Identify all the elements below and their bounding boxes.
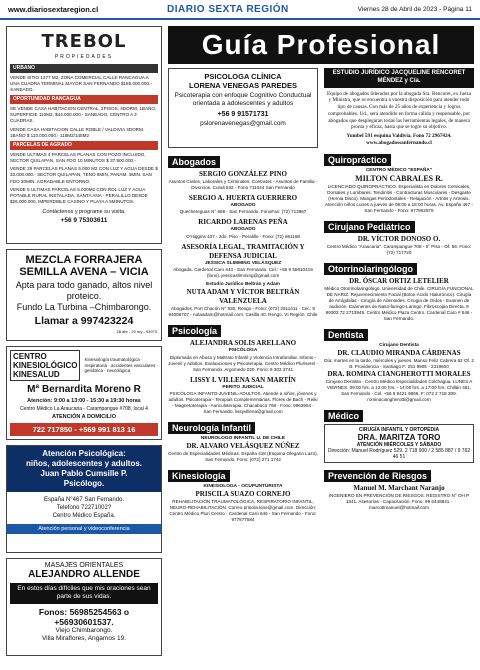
entry-name: DR. CLAUDIO MIRANDA CÁRDENAS xyxy=(337,349,461,358)
entry-name: RICARDO LARENAS PEÑA xyxy=(198,218,288,227)
kinesalud-spec: Kinesiología traumatológica · respiratoria · accidentes vasculares · geriátrica · neurológica xyxy=(84,357,158,374)
kinesalud-name: Mª Bernardita Moreno R xyxy=(27,384,141,395)
section-dentista: Dentista xyxy=(324,329,368,341)
kinesalud-logo: CENTRO KINESIOLÓGICO KINESALUD xyxy=(10,350,80,381)
medico-ad xyxy=(324,424,474,463)
entry-text: Abogada. Cardenal Caro 444 - San Fernando. Cel.: +56 9 55610419 (fono). jessicaslimming@gmail.com xyxy=(173,267,313,279)
section-cirujano-pediatrico: Cirujano Pediátrico xyxy=(324,221,415,233)
entry-text: Cirujano Dentista - Centro Médico Especialidades Colchagua. LUNES A VIERNES. 09:00 hrs. a 13:00 hrs. - 14:00 hrs. a 17:00 hrs. Chillán 461, San Fernando - Cel. +56 9 9421 9866. F: 072 2 718 309. rominaciangherotti@gmail.com xyxy=(325,379,473,403)
medico-specialty: CIRUGÍA INFANTIL Y ORTOPEDIA xyxy=(358,427,440,434)
psiclin-desc: Psicoterapia con enfoque Cognitivo Conductual orientada a adolescentes y adultos xyxy=(174,92,312,108)
site-url[interactable]: www.diariosextaregion.cl xyxy=(8,4,99,14)
entry-sub: PERITO JUDICIAL xyxy=(222,384,264,390)
entry-name: MILTON CABRALES R. xyxy=(355,173,443,183)
page-header xyxy=(0,0,480,20)
section-psicologia: Psicología xyxy=(168,325,221,337)
trebol-listing: VENDE 29 PARCELAS PLANAS 5.000 M2 CON LUZ Y AGUA DESDE $ 33.000.000.- SECTOR QUILAPAN, TENO 8MIN, PANAM. 3MIN. SAN FDO 20MIN. AGRADABLE ENTORNO. xyxy=(10,166,158,184)
masajes-ad xyxy=(6,558,162,656)
entry-name: DR. VÍCTOR DONOSO O. xyxy=(357,235,441,244)
masajes-title: MASAJES ORIENTALES xyxy=(44,562,124,569)
trebol-listing: VENDE SITIO 1377 M2, ZONA COMERCIAL CALLE RANCAGUA A UNA CUADRA TERMINAL MAYOR SAN FERNANDO $185.000.000.- SANEADO. xyxy=(10,74,152,93)
entry-name: DRA. ROMINA CIANGHEROTTI MORALES xyxy=(327,370,471,379)
entry-text: INGENIERO EN PREVENCIÓN DE RIESGOS. REGISTRO N° OH P 1341. Asesorías - Capacitación. Fono: 99 6448841 · marcottmanuel@hotmail.com xyxy=(328,493,470,511)
psicologica-footer: Atención personal y videoconferencia xyxy=(7,524,161,534)
entry-name: LISSY I. VILLENA SAN MARTÍN xyxy=(190,375,296,384)
list-item xyxy=(168,170,318,191)
psicologica-name: Juan Pablo Cumsille P. xyxy=(40,469,128,478)
band-parcelas: PARCELAS DE AGRADO xyxy=(10,141,158,150)
masajes-address: Villa Miraflores, Angamos 19. xyxy=(41,635,127,643)
entry-text: Abogados. Port Chacón N° 930, Rengo - Fono: (072) 2511411 - Cel.: 9 94006707 - nutaadam@hotmail.com. Casilla 40. Rengo. VI Región. Chile xyxy=(168,306,318,318)
page-date: Viernes 28 de Abril de 2023 - Página 11 xyxy=(357,5,472,13)
kinesalud-ad xyxy=(6,346,162,440)
list-item xyxy=(168,436,318,463)
psiclin-phone[interactable]: +56 9 91571731 xyxy=(217,110,269,118)
trebol-phone[interactable]: +56 9 75303611 xyxy=(60,216,108,224)
entry-sub: ABOGADO xyxy=(230,227,256,233)
trebol-logo: TREBOL xyxy=(41,31,127,52)
entry-text: Quechereguas N° 688 - San Fernando. FonoFax: (72) 713967 xyxy=(179,209,307,215)
entry-sub: NEUROLOGO INFANTIL U. DE CHILE xyxy=(200,435,286,441)
list-item xyxy=(324,277,474,322)
medico-days: ATENCIÓN MIÉRCOLES Y SÁBADO xyxy=(356,442,442,449)
kinesalud-header xyxy=(10,350,158,381)
trebol-contact: Contáctenos y programe su visita. xyxy=(42,209,126,216)
trebol-logo-sub: PROPIEDADES xyxy=(54,54,114,61)
masajes-phones[interactable]: Fonos: 56985254563 o +56930601537. xyxy=(38,606,130,627)
psicologica-header xyxy=(7,446,161,492)
entry-name: Manuel M. Marchant Naranjo xyxy=(353,484,445,493)
kinesalud-home: ATENCIÓN A DOMICILIO xyxy=(52,414,116,420)
kinesalud-phones[interactable]: 722 717850 - +569 991 813 16 xyxy=(10,423,158,436)
kinesalud-hours: Atención: 9:00 a 13:00 - 15:30 a 19:30 horas xyxy=(27,398,141,404)
forrajera-line3: Apta para todo ganado, altos nivel proteico. xyxy=(15,280,153,301)
list-item xyxy=(168,339,318,372)
entry-text: Centro de Especialidades Médicas. España 418 (Esquina Olegario Lazo), San Fernando. Fono: (072) 271 1742 xyxy=(168,451,318,463)
entry-name: SERGIO A. HUERTA GUERRERO xyxy=(188,194,298,203)
trebol-listing: SE VENDE CASA HABITACION CENTRAL, 2PISOS, 4DORM, 1BAÑO, SUPERFICIE 110M2, $44.000.000.- SANEADO, CENTRO A 2 CUADRAS. xyxy=(10,106,157,124)
entry-name: DR. ÓSCAR ORTIZ LETELIER xyxy=(349,277,449,286)
section-riesgos: Prevención de Riesgos xyxy=(324,470,431,482)
entry-text: Día: martes en la tarde, miércoles y jueves. Manso Feliz Cabrera 62 Of. 2 B. Providencia - Santiago F: 251 9905 - 2319600 xyxy=(324,358,474,370)
entry-text: Diplomada en Abuso y Maltrato Infantil y Violencia Intrafamiliar. Infanto - Juvenil y Adultos. Evaluaciones y Psicoterapia. Centro Médico Pluriserel - San Fernando. Argomedo 020. Fono: 6 303 3741 xyxy=(168,354,318,372)
entry-sub: PSICÓLOGA xyxy=(228,348,258,354)
section-otorrino: Otorrinolaringólogo xyxy=(324,263,417,275)
entry-sub: CENTRO MÉDICO "ESPAÑA" xyxy=(365,167,433,173)
psicologica-address xyxy=(7,492,161,524)
section-neurologia: Neurología Infantil xyxy=(168,422,255,434)
trebol-listing: VENDE ULTIMAS 4 PARCELAS PLANAS CON POZO INCLUIDO, SECTOR QUILAPAN, SAN FDO 10 MINUTOS $ 37.500.000.- xyxy=(10,151,146,163)
list-item xyxy=(324,235,474,256)
masajes-place: Viejo Chimbarongo. xyxy=(55,626,113,634)
entry-text: REHABILITACIÓN TRAUMATOLÓGICA, RESPIRATORIO INFANTIL, NEURO-REHABILITACIÓN. Correo priscila.kine@gmail.com. Dirección: Centro Médico Pluri Centro - Cardenal Caro 646 - San Fernando - Fono: 977877584 xyxy=(169,499,317,523)
trebol-listing: VENDE 5 ULTIMAS PARCELAS 5.000M2 CON ROL LUZ Y AGUA POTABLE RURAL INSTALADA, SANTA ANA - PERALILLO DESDE $26.000.000, IMPERDIBLE CASINO Y PLAYA A 5MINUTOS. xyxy=(10,186,148,205)
list-item xyxy=(168,194,318,215)
entry-sub: KINESIOLOGA - OCUPUNTURISTA xyxy=(203,484,283,490)
trebol-ad xyxy=(6,26,162,244)
list-item xyxy=(168,243,318,279)
psicologica-role: Psicólogo. xyxy=(63,479,105,488)
kinesalud-address: Centro Médico La Araucaria - Carampangue #708, local 4 xyxy=(20,406,148,412)
jacqueline-body xyxy=(324,88,474,150)
jacqueline-header: ESTUDIO JURÍDICO JACQUELINE RENCORET MÉNDEZ y Cía. xyxy=(324,68,474,88)
band-urbano: URBANO xyxy=(10,64,158,73)
section-abogados: Abogados xyxy=(168,156,220,168)
entry-sub: ABOGADO xyxy=(230,203,256,209)
masajes-name: ALEJANDRO ALLENDE xyxy=(28,569,140,580)
list-item xyxy=(168,218,318,239)
psicologa-clinica-ad xyxy=(168,68,318,148)
psiclin-title: PSICOLOGA CLÍNICA xyxy=(204,72,282,81)
list-item xyxy=(324,484,474,511)
guia-title: Guía Profesional xyxy=(168,26,474,64)
band-oportunidad: OPORTUNIDAD RANCAGUA xyxy=(10,95,158,104)
entry-text: Médico Otorrinolaringólogo. Universidad de Chile. CIRUGÍA FUNCIONAL DE NARIZ. Rejuvenecimiento Facial (Botox-Ácido Hialurónico). Cirugía de Amígdalas - Cirugía de Adenoides. Cirugía de Oídos - Examen de audición. Exámenes de Naso-faringo-Laringo. Fibroscopia Directa. 9 99303 72 2713949. Centro Médico Plaza Centro. Cardenal Caro # 646 - San Fernando. xyxy=(324,286,474,322)
addr-line: España N°467 San Fernando. xyxy=(43,497,125,503)
psicologica-title: Atención Psicológica: xyxy=(42,449,126,458)
section-quiropractico: Quiropráctico xyxy=(324,154,391,166)
medico-name: DRA. MARITZA TORO xyxy=(357,433,441,443)
masthead: DIARIO SEXTA REGIÓN xyxy=(167,3,289,15)
forrajera-line1: MEZCLA FORRAJERA xyxy=(25,254,143,266)
list-item xyxy=(324,343,474,403)
list-item xyxy=(324,168,474,214)
entry-name: ALEJANDRA SOLIS ARELLANO xyxy=(189,339,297,348)
entry-text: Asuntos Civiles, Laborales y Criminales. Contratos - Asuntos de Familia - Divorcios. Curali 532 - Fono 711044 San Fernando xyxy=(168,179,318,191)
list-item xyxy=(168,484,318,523)
jacqueline-text: Equipo de abogados liderados por la abogada Sra. Rencoret, ex Jueza y Ministra, que se encuentra a vuestra disposición para atender todo tipo de causas. Con más de 25 años de experiencia y logros comprobables. Ud., será atendido en forma cálida y responsable, por abogados que desplegaran todas las herramientas legales, de manera pronta y eficaz, hasta que se logre su objetivo. xyxy=(326,90,472,131)
medico-address: Dirección: Manuel Rodríguez 529. 2 718 900 / 2 585 887 / 9 762 46 51 xyxy=(327,448,471,461)
forrajera-phone[interactable]: Llamar a 997423224 xyxy=(34,315,134,328)
forrajera-code: 28 abr - 20 my - 93973 xyxy=(116,329,157,335)
entry-text: O'Higgins 437 - 2do. Piso - Peralillo - Fono: (72) 861168 xyxy=(186,233,300,239)
entry-name: PRISCILA SUAZO CORNEJO xyxy=(195,490,291,499)
masajes-message: En estos días difíciles que mis oraciones sean parte de sus vidas. xyxy=(10,583,158,604)
forrajera-line4: Fundo La Turbina –Chimbarongo. xyxy=(16,301,152,312)
entry-name: NUTA ADAM Y VÍCTOR BELTRÁN VALENZUELA xyxy=(186,288,300,306)
guia-profesional xyxy=(168,26,474,666)
psicologica-sub: niños, adolescentes y adultos. xyxy=(25,459,143,468)
entry-name: SERGIO GONZÁLEZ PINO xyxy=(199,170,287,178)
entry-text: PSICÓLOGA INFANTO-JUVENIL-ADULTOS. Atiende a niños, jóvenes y adultos. Psicoterapia - Terapias Complementarias. Flores de Bach - Reiki - Magnetoterapia - Auriculoterapia. Chacabuco 768 - Fono: 9963954 - San Fernando. lissyvillena@gmail.com xyxy=(168,390,318,414)
entry-text: LICENCIADO QUIROPRÁCTICO. Especialista en Dolores Cervicales, Dorsales y Lumbares. Tendinitis - Contracturas Musculares - Desgaste (Hernia Disco). Mangas Periodontales - Relajación - Artritis y Artrosis. Atención niños Lunes a jueves de 09:00 a 18:00 horas. Av. España 467 - San Fernando - Fono: 977862879 xyxy=(325,184,473,214)
left-column xyxy=(6,26,162,661)
entry-name: DR. ALVARO VELÁSQUEZ NÚÑEZ xyxy=(186,442,300,451)
forrajera-line2: SEMILLA AVENA – VICIA xyxy=(19,266,149,278)
psiclin-name: LORENA VENEGAS PAREDES xyxy=(189,81,297,90)
entry-sub: Estudio Jurídico Beltrán y Adam xyxy=(206,281,280,287)
jacqueline-contact[interactable]: Yumbel 591 esquina Valdivia. Fono 72 2967424. www.abogadossanfernando.cl xyxy=(346,133,452,146)
entry-name: ASESORÍA LEGAL, TRAMITACIÓN Y DEFENSA JUDICIAL xyxy=(181,242,305,260)
psiclin-email[interactable]: pslorenavenegas@gmail.com xyxy=(200,119,286,127)
section-kinesiologia: Kinesiología xyxy=(168,470,230,482)
entry-text: Centro Médico "Araucaria". Carampangue 708 - 5° Piso - Of. 56. Fono: (72) 717720 xyxy=(326,244,472,256)
guia-col-right xyxy=(324,68,474,514)
guia-col-left xyxy=(168,68,318,526)
forrajera-ad xyxy=(6,249,162,341)
list-item xyxy=(168,282,318,318)
entry-sub: JESSICA SLIMMING VELÁSQUEZ xyxy=(204,260,282,266)
trebol-listing: VENDE CASA HABITACION CALLE ROBLE / VALDIVIA 4DORM. 1BAÑO $ 110.000.000.- 116M2/145M2 xyxy=(10,126,145,138)
section-medico: Médico xyxy=(324,410,363,422)
psicologica-ad xyxy=(6,445,162,553)
addr-line: Centro Médico España. xyxy=(52,513,116,520)
list-item xyxy=(168,376,318,415)
entry-sub: Cirujano Dentista xyxy=(379,343,419,348)
addr-line: Telefono 72271002? xyxy=(56,505,112,512)
